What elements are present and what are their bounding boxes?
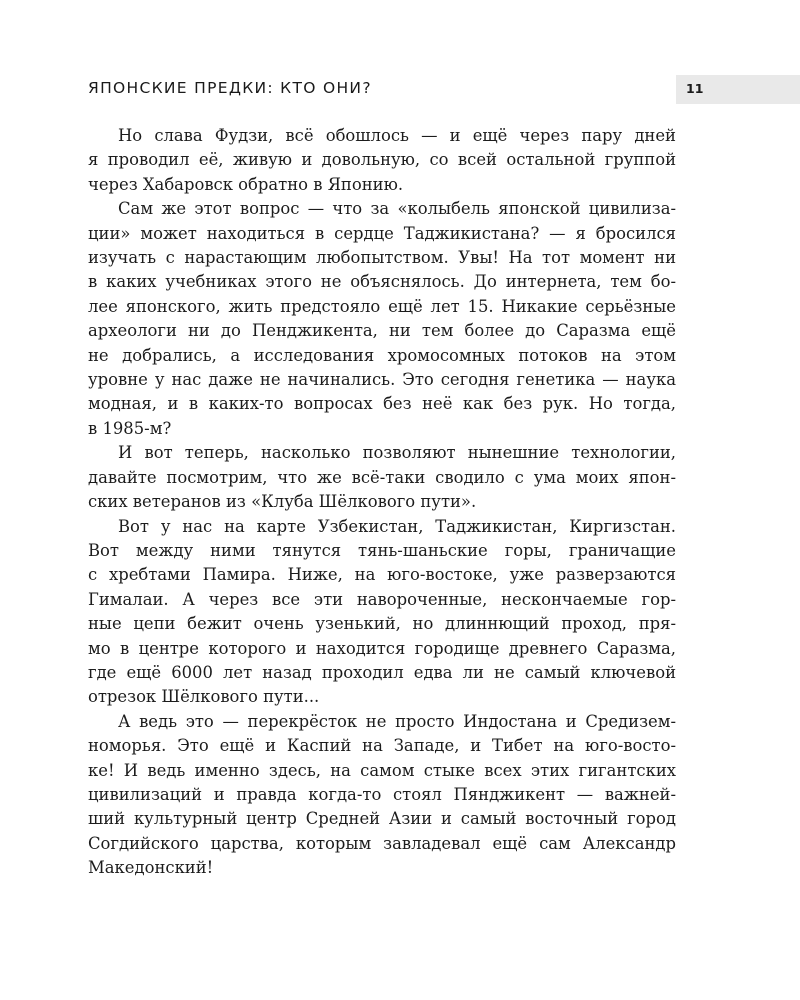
text-line: модная, и в каких-то вопросах без неё как без рук. Но тогда, bbox=[88, 394, 676, 414]
text-line: не добрались, а исследования хромосомных потоков на этом bbox=[88, 345, 676, 365]
text-line: я проводил её, живую и довольную, со всей остальной группой bbox=[88, 150, 676, 170]
paragraph-2 bbox=[88, 197, 676, 441]
body-text bbox=[88, 124, 676, 881]
text-line: в каких учебниках этого не объяснялось. До интернета, тем бо- bbox=[88, 272, 676, 292]
text-line: мо в центре которого и находится городище древнего Саразма, bbox=[88, 638, 676, 658]
text-line: через Хабаровск обратно в Японию. bbox=[88, 174, 404, 194]
text-line: лее японского, жить предстояло ещё лет 15. Никакие серьёзные bbox=[88, 296, 676, 316]
running-title: ЯПОНСКИЕ ПРЕДКИ: КТО ОНИ? bbox=[88, 79, 372, 97]
text-line: Вот между ними тянутся тянь-шаньские горы, граничащие bbox=[88, 540, 676, 560]
text-line: Сам же этот вопрос — что за «колыбель японской цивилиза- bbox=[118, 199, 676, 219]
text-line: Согдийского царства, которым завладевал ещё сам Александр bbox=[88, 833, 676, 853]
text-line: Македонский! bbox=[88, 858, 214, 878]
text-line: Вот у нас на карте Узбекистан, Таджикистан, Киргизстан. bbox=[118, 516, 676, 536]
paragraph-1 bbox=[88, 124, 676, 197]
text-line: давайте посмотрим, что же всё-таки сводило с ума моих япон- bbox=[88, 467, 676, 487]
text-line: где ещё 6000 лет назад проходил едва ли не самый ключевой bbox=[88, 662, 676, 682]
text-line: ских ветеранов из «Клуба Шёлкового пути». bbox=[88, 492, 477, 512]
text-line: И вот теперь, насколько позволяют нынешние технологии, bbox=[118, 443, 676, 463]
text-line: Гималаи. А через все эти навороченные, нескончаемые гор- bbox=[88, 589, 676, 609]
text-line: изучать с нарастающим любопытством. Увы! На тот момент ни bbox=[88, 248, 676, 268]
text-line: А ведь это — перекрёсток не просто Индостана и Средизем- bbox=[118, 711, 676, 731]
page-number-tab bbox=[676, 75, 800, 104]
paragraph-5 bbox=[88, 710, 676, 881]
text-line: цивилизаций и правда когда-то стоял Пянджикент — важней- bbox=[88, 784, 676, 804]
text-line: ший культурный центр Средней Азии и самый восточный город bbox=[88, 809, 676, 829]
text-line: в 1985-м? bbox=[88, 418, 172, 438]
text-line: ции» может находиться в сердце Таджикистана? — я бросился bbox=[88, 223, 676, 243]
paragraph-3 bbox=[88, 441, 676, 514]
text-line: ные цепи бежит очень узенький, но длиннющий проход, пря- bbox=[88, 614, 676, 634]
text-line: номорья. Это ещё и Каспий на Западе, и Тибет на юго-восто- bbox=[88, 736, 676, 756]
paragraph-4 bbox=[88, 515, 676, 710]
text-line: археологи ни до Пенджикента, ни тем более до Саразма ещё bbox=[88, 321, 676, 341]
page-number: 11 bbox=[686, 81, 704, 96]
text-line: с хребтами Памира. Ниже, на юго-востоке, уже разверзаются bbox=[88, 565, 676, 585]
text-line: уровне у нас даже не начинались. Это сегодня генетика — наука bbox=[88, 370, 676, 390]
text-line: ке! И ведь именно здесь, на самом стыке всех этих гигантских bbox=[88, 760, 676, 780]
text-line: Но слава Фудзи, всё обошлось — и ещё через пару дней bbox=[118, 126, 676, 145]
text-line: отрезок Шёлкового пути... bbox=[88, 687, 320, 707]
